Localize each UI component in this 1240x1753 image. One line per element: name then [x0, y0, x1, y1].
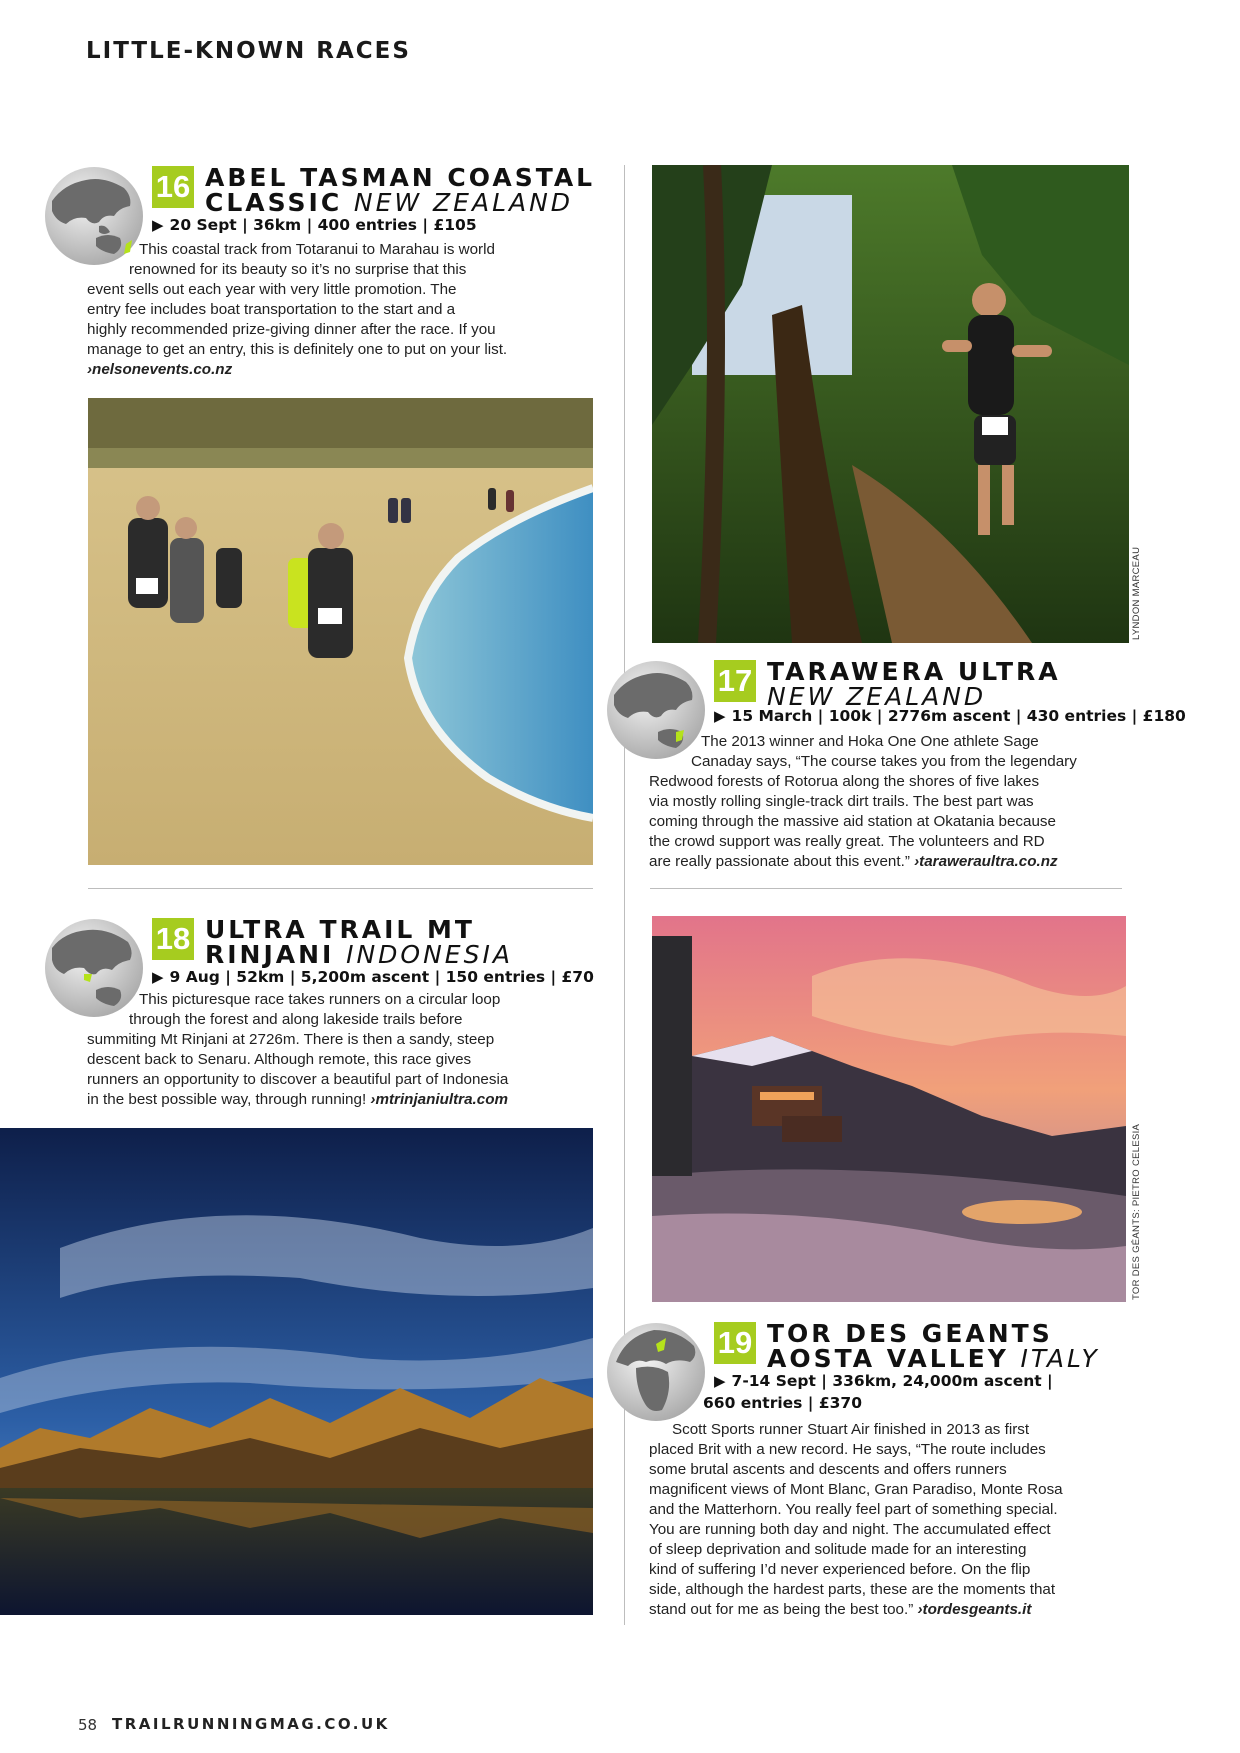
race-website-link[interactable]: ›taraweraultra.co.nz [914, 853, 1058, 870]
race-description: The 2013 winner and Hoka One One athlete Sage Canaday says, “The course takes you from the legendary Redwood forests of Rotorua along the shores of five lakes via mostly rolling single-track dirt trails. The best part was coming through the massive aid station at Okatania because the crowd support was really great. The volunteers and RD are really passionate about this event.” ›taraweraultra.co.nz [649, 733, 1077, 870]
race-website-link[interactable]: ›tordesgeants.it [917, 1601, 1032, 1618]
tor-des-geants-photo [652, 916, 1126, 1302]
race-country: ITALY [1020, 1344, 1100, 1373]
photo-credit: LYNDON MARCEAU [1131, 546, 1142, 640]
section-label: LITTLE-KNOWN RACES [86, 38, 411, 64]
rinjani-lake-photo [0, 1128, 593, 1615]
race-title [205, 165, 595, 215]
race-meta: ▶ 9 Aug | 52km | 5,200m ascent | 150 entries | £70 [152, 968, 594, 986]
race-title [767, 659, 1061, 709]
race-meta: ▶ 7-14 Sept | 336km, 24,000m ascent | 660 entries | £370 [703, 1372, 1053, 1412]
race-title-line: RINJANI [205, 940, 335, 969]
tarawera-runner-photo [652, 165, 1129, 643]
page-number: 58 [78, 1716, 98, 1734]
race-website-link[interactable]: ›mtrinjaniultra.com [370, 1091, 508, 1108]
photo-credit: TOR DES GÉANTS: PIETRO CELESIA [1131, 1123, 1142, 1300]
abel-tasman-photo [88, 398, 593, 865]
play-triangle-icon: ▶ [152, 216, 164, 234]
race-country: INDONESIA [346, 940, 513, 969]
race-title [767, 1321, 1100, 1371]
play-triangle-icon: ▶ [714, 707, 726, 725]
site-url[interactable]: TRAILRUNNINGMAG.CO.UK [112, 1715, 390, 1733]
race-number-badge: 17 [714, 660, 756, 702]
race-description: This coastal track from Totaranui to Marahau is world renowned for its beauty so it’s no surprise that this event sells out each year with very little promotion. The entry fee includes boat transportation to the start and a highly recommended prize-giving dinner after the race. If you manage to get an entry, this is definitely one to put on your list. ›nelsonevents.co.nz [87, 240, 607, 380]
race-title-line: AOSTA VALLEY [767, 1344, 1009, 1373]
play-triangle-icon: ▶ [152, 968, 164, 986]
race-number-badge: 19 [714, 1322, 756, 1364]
race-title-line: TARAWERA ULTRA [767, 657, 1061, 686]
section-divider [88, 888, 593, 889]
race-meta: ▶ 20 Sept | 36km | 400 entries | £105 [152, 216, 477, 234]
race-country: NEW ZEALAND [767, 682, 987, 711]
race-country: NEW ZEALAND [353, 188, 574, 217]
race-meta: ▶ 15 March | 100k | 2776m ascent | 430 entries | £180 [714, 707, 1186, 725]
section-divider [650, 888, 1122, 889]
race-title [205, 917, 513, 967]
race-number-badge: 16 [152, 166, 194, 208]
globe-europe-icon [606, 1322, 706, 1422]
race-number-badge: 18 [152, 918, 194, 960]
play-triangle-icon: ▶ [714, 1372, 726, 1390]
race-title-line: ABEL TASMAN COASTAL [205, 163, 596, 192]
race-title-line: ULTRA TRAIL MT [205, 915, 475, 944]
race-website-link[interactable]: ›nelsonevents.co.nz [87, 361, 233, 378]
race-description: Scott Sports runner Stuart Air finished in 2013 as first placed Brit with a new record. He says, “The route includes some brutal ascents and descents and offers runners magnificent views of Mont Blanc, Gran Paradiso, Monte Rosa and the Matterhorn. You really feel part of something special. You are running both day and night. The accumulated effect of sleep deprivation and solitude made for an interesting kind of suffering I’d never experienced before. On the flip side, although the hardest parts, these are the moments that stand out for me as being the best too.” ›tordesgeants.it [649, 1421, 1063, 1618]
race-description: This picturesque race takes runners on a circular loop through the forest and along lakeside trails before summiting Mt Rinjani at 2726m. There is then a sandy, steep descent back to Senaru. Although remote, this race gives runners an opportunity to discover a beautiful part of Indonesia in the best possible way, through running! ›mtrinjaniultra.com [87, 991, 509, 1108]
race-title-line: TOR DES GEANTS [767, 1319, 1053, 1348]
race-title-line: CLASSIC [205, 188, 343, 217]
